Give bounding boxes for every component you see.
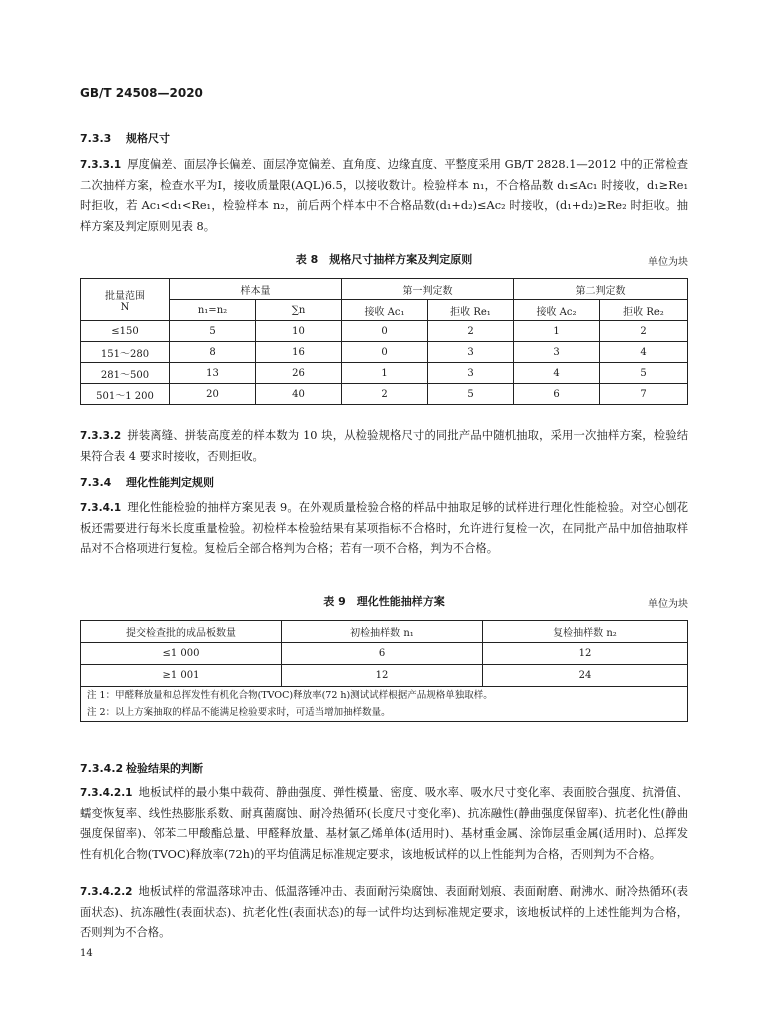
table-cell: 3 bbox=[428, 342, 514, 363]
paragraph-number: 7.3.4.2.1 bbox=[80, 787, 133, 799]
section-title: 检验结果的判断 bbox=[126, 762, 203, 775]
table-row bbox=[81, 363, 688, 384]
table-cell: 7 bbox=[600, 384, 688, 405]
table-cell: 281～500 bbox=[81, 363, 170, 384]
section-7-3-4-heading bbox=[80, 474, 214, 490]
table-cell: 12 bbox=[483, 643, 688, 665]
table-cell: 4 bbox=[600, 342, 688, 363]
note-2: 注 2：以上方案抽取的样品不能满足检验要求时，可适当增加抽样数量。 bbox=[87, 707, 391, 718]
standard-code: GB/T 24508—2020 bbox=[80, 86, 203, 100]
paragraph-number: 7.3.4.2.2 bbox=[80, 886, 133, 898]
table-cell: 151～280 bbox=[81, 342, 170, 363]
table-cell: 16 bbox=[256, 342, 342, 363]
table-cell: 1 bbox=[514, 321, 600, 342]
lot-range-label: 批量范围 bbox=[105, 290, 145, 302]
table-row bbox=[81, 321, 688, 342]
table-cell: 4 bbox=[514, 363, 600, 384]
paragraph-text: 拼装离缝、拼装高度差的样本数为 10 块，从检验规格尺寸的同批产品中随机抽取，采用一次抽样方案，检验结果符合表 4 要求时接收，否则拒收。 bbox=[80, 429, 688, 463]
paragraph-text: 地板试样的最小集中载荷、静曲强度、弹性模量、密度、吸水率、吸水尺寸变化率、表面胶合强度、抗滑值、蠕变恢复率、线性热膨胀系数、耐真菌腐蚀、耐冷热循环(长度尺寸变化率)、抗冻融性(静曲强度保留率)、抗老化性(静曲强度保留率)、邻苯二甲酸酯总量、甲醛释放量、基材氯乙烯单体(适用时)、基材重金属、涂饰层重金属(适用时)、总挥发性有机化合物(TVOC)释放率(72h)的平均值满足标准规定要求，该地板试样的以上性能判为合格，否则判为不合格。 bbox=[80, 786, 688, 861]
table-8-unit: 单位为块 bbox=[648, 257, 688, 268]
header-ac2: 接收 Ac₂ bbox=[514, 300, 600, 321]
section-7-3-3-heading bbox=[80, 130, 170, 146]
table-cell: 6 bbox=[282, 643, 483, 665]
header-batch-quantity: 提交检查批的成品板数量 bbox=[81, 621, 282, 643]
section-number: 7.3.4 bbox=[80, 476, 112, 489]
table-cell: 2 bbox=[600, 321, 688, 342]
table-cell: 6 bbox=[514, 384, 600, 405]
lot-n-label: N bbox=[120, 301, 130, 313]
table-cell: 1 bbox=[342, 363, 428, 384]
paragraph-7-3-4-1 bbox=[80, 498, 688, 560]
table-cell: 5 bbox=[600, 363, 688, 384]
table-row bbox=[81, 342, 688, 363]
paragraph-7-3-4-2-2 bbox=[80, 882, 688, 944]
table-cell: 20 bbox=[170, 384, 256, 405]
paragraph-number: 7.3.3.1 bbox=[80, 159, 122, 171]
header-retest-sample: 复检抽样数 n₂ bbox=[483, 621, 688, 643]
table-row bbox=[81, 665, 688, 687]
paragraph-7-3-3-1 bbox=[80, 155, 688, 237]
table-cell: 13 bbox=[170, 363, 256, 384]
table-cell: ≥1 001 bbox=[81, 665, 282, 687]
table-row bbox=[81, 643, 688, 665]
paragraph-7-3-3-2 bbox=[80, 426, 688, 467]
table-cell: ≤150 bbox=[81, 321, 170, 342]
header-re2: 拒收 Re₂ bbox=[600, 300, 688, 321]
header-initial-sample: 初检抽样数 n₁ bbox=[282, 621, 483, 643]
table-8 bbox=[80, 278, 688, 405]
header-ac1: 接收 Ac₁ bbox=[342, 300, 428, 321]
paragraph-number: 7.3.4.1 bbox=[80, 502, 122, 514]
table-cell: 5 bbox=[170, 321, 256, 342]
table-cell: 0 bbox=[342, 321, 428, 342]
table-cell: 2 bbox=[342, 384, 428, 405]
section-title: 规格尺寸 bbox=[126, 132, 170, 145]
page-number: 14 bbox=[80, 948, 93, 959]
table-row bbox=[81, 384, 688, 405]
table-cell: 12 bbox=[282, 665, 483, 687]
table-9-caption: 表 9 理化性能抽样方案 bbox=[323, 595, 445, 608]
table-9 bbox=[80, 620, 688, 722]
header-lot-range bbox=[81, 279, 170, 321]
section-7-3-4-2-heading bbox=[80, 760, 203, 776]
table-cell: 2 bbox=[428, 321, 514, 342]
paragraph-text: 理化性能检验的抽样方案见表 9。在外观质量检验合格的样品中抽取足够的试样进行理化性能检验。对空心刨花板还需要进行每米长度重量检验。初检样本检验结果有某项指标不合格时，允许进行复检一次，在同批产品中加倍抽取样品对不合格项进行复检。复检后全部合格判为合格；若有一项不合格，判为不合格。 bbox=[80, 501, 688, 555]
table-cell: 3 bbox=[514, 342, 600, 363]
paragraph-text: 地板试样的常温落球冲击、低温落锤冲击、表面耐污染腐蚀、表面耐划痕、表面耐磨、耐沸水、耐冷热循环(表面状态)、抗冻融性(表面状态)、抗老化性(表面状态)的每一试件均达到标准规定要求，该地板试样的上述性能判为合格，否则判为不合格。 bbox=[80, 885, 688, 939]
table-cell: 5 bbox=[428, 384, 514, 405]
section-number: 7.3.3 bbox=[80, 132, 112, 145]
table-cell: 0 bbox=[342, 342, 428, 363]
paragraph-number: 7.3.3.2 bbox=[80, 430, 122, 442]
section-number: 7.3.4.2 bbox=[80, 762, 124, 775]
table-8-caption: 表 8 规格尺寸抽样方案及判定原则 bbox=[295, 253, 473, 266]
section-title: 理化性能判定规则 bbox=[126, 476, 214, 489]
header-sum-n: ∑n bbox=[256, 300, 342, 321]
table-cell: 501～1 200 bbox=[81, 384, 170, 405]
table-cell: 40 bbox=[256, 384, 342, 405]
table-cell: 8 bbox=[170, 342, 256, 363]
table-cell: 26 bbox=[256, 363, 342, 384]
header-re1: 拒收 Re₁ bbox=[428, 300, 514, 321]
table-9-unit: 单位为块 bbox=[648, 599, 688, 610]
header-sample: 样本量 bbox=[170, 279, 342, 300]
table-cell: 10 bbox=[256, 321, 342, 342]
paragraph-7-3-4-2-1 bbox=[80, 783, 688, 865]
table-cell: ≤1 000 bbox=[81, 643, 282, 665]
header-n-eq: n₁=n₂ bbox=[170, 300, 256, 321]
table-cell: 3 bbox=[428, 363, 514, 384]
header-first-judgement: 第一判定数 bbox=[342, 279, 514, 300]
header-second-judgement: 第二判定数 bbox=[514, 279, 688, 300]
table-cell: 24 bbox=[483, 665, 688, 687]
paragraph-text: 厚度偏差、面层净长偏差、面层净宽偏差、直角度、边缘直度、平整度采用 GB/T 2828.1—2012 中的正常检查二次抽样方案，检查水平为Ⅰ，接收质量限(AQL)6.5，以接收数计。检验样本 n₁，不合格品数 d₁≤Ac₁ 时接收，d₁≥Re₁ 时拒收，若 Ac₁<d₁<Re₁，检验样本 n₂，前后两个样本中不合格品数(d₁+d₂)≤Ac₂ 时接收，(d₁+d₂)≥Re₂ 时拒收。抽样方案及判定原则见表 8。 bbox=[80, 158, 688, 233]
note-1: 注 1：甲醛释放量和总挥发性有机化合物(TVOC)释放率(72 h)测试试样根据产品规格单独取样。 bbox=[87, 690, 493, 701]
table-9-notes bbox=[81, 687, 688, 722]
